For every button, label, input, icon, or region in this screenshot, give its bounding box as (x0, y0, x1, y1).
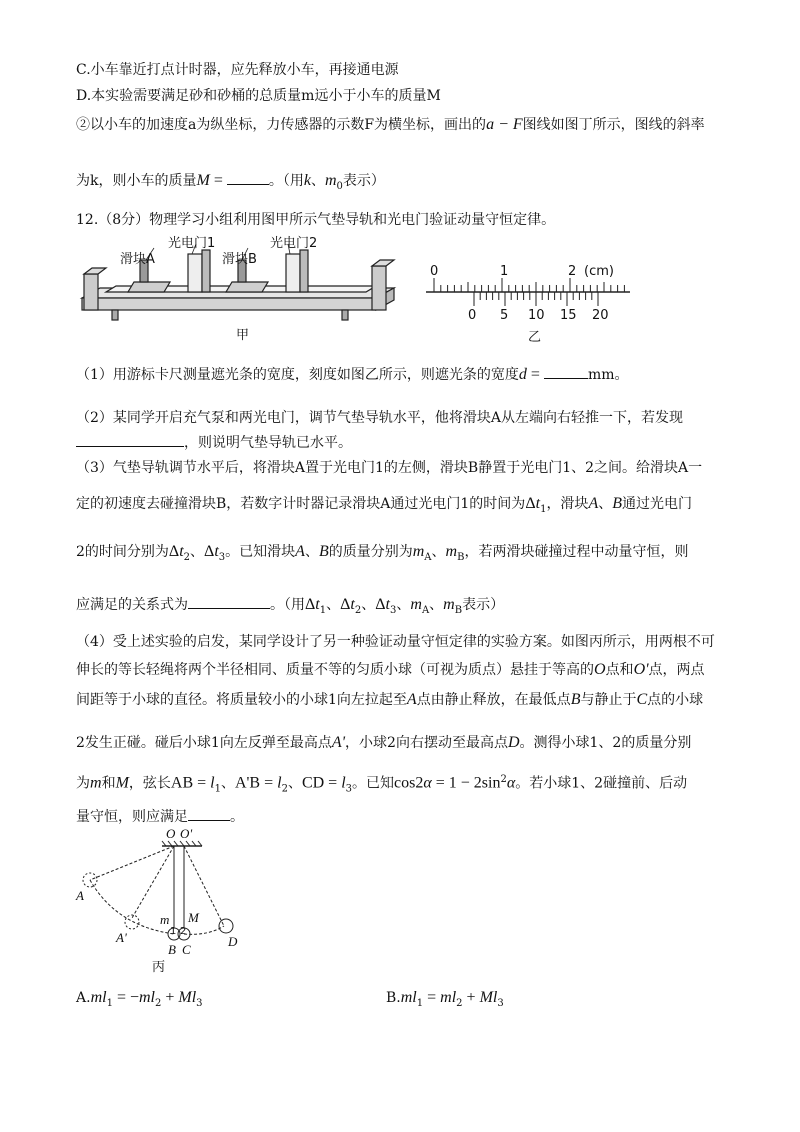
label-ball-2: 2 (180, 926, 187, 937)
label-O: O (166, 826, 176, 841)
q12-part4-line5: 为m和M，弦长AB = $l_1$、$A'B = l_2$、CD = $l_3$。已知$\cos 2\alpha = 1 - 2\sin^2\alpha$。若小球1、2碰撞前、后动 (76, 774, 688, 795)
caption-jia: 甲 (236, 328, 250, 343)
label-D: D (228, 934, 238, 949)
label-O-prime: O' (180, 826, 193, 841)
label-m: m (160, 912, 170, 927)
q12-part4-line1: （4）受上述实验的启发，某同学设计了另一种验证动量守恒定律的实验方案。如图丙所示，用两根不可 (76, 634, 715, 650)
caption-bing: 丙 (152, 960, 166, 975)
q12-part3-line3: 2的时间分别为$\Delta t_2$、$\Delta t_3$。已知滑块A、B的质量分别为$m_A$、$m_B$，若两滑块碰撞过程中动量守恒，则 (76, 543, 689, 563)
figure-air-track (76, 230, 406, 342)
q12-part4-line3: 间距等于小球的直径。将质量较小的小球1向左拉起至A点由静止释放，在最低点B与静止于C点的小球 (76, 691, 704, 708)
answer-blank-width[interactable] (544, 364, 588, 379)
label-M: M (188, 910, 199, 925)
q11-option-c: C.小车靠近打点计时器，应先释放小车，再接通电源 (76, 62, 399, 78)
q12-part4-line2: 伸长的等长轻绳将两个半径相同、质量不等的匀质小球（可视为质点）悬挂于等高的O点和O'点，两点 (76, 661, 705, 678)
math-a-F: a − F (486, 116, 523, 133)
q12-part4-line4: 2发生正碰。碰后小球1向左反弹至最高点A'，小球2向右摆动至最高点D。测得小球1、2的质量分别 (76, 734, 692, 751)
label-B: B (168, 942, 176, 957)
answer-blank-level[interactable] (76, 432, 184, 447)
q11-option-d: D.本实验需要满足砂和砂桶的总质量m远小于小车的质量M (76, 88, 441, 104)
answer-blank-relation[interactable] (188, 594, 270, 609)
figure-vernier-caliper (420, 262, 640, 344)
q12-header: 12.（8分）物理学习小组利用图甲所示气垫导轨和光电门验证动量守恒定律。 (76, 212, 556, 228)
vernier-label-0: 0 (468, 308, 477, 323)
main-scale-label-1: 1 (500, 264, 509, 279)
figure-pendulum (76, 826, 256, 978)
option-a[interactable]: $A.ml_1 = -ml_2 + Ml_3$ (76, 989, 203, 1009)
vernier-label-10: 10 (528, 308, 545, 323)
answer-blank-condition[interactable] (188, 806, 230, 821)
label-A-prime: A' (116, 930, 127, 945)
main-scale-label-2: 2 (568, 264, 577, 279)
vernier-label-15: 15 (560, 308, 577, 323)
q12-part2-line2: ，则说明气垫导轨已水平。 (76, 432, 352, 453)
option-b[interactable]: $B.ml_1 = ml_2 + Ml_3$ (386, 989, 504, 1009)
q11-part2-line1: ②以小车的加速度a为纵坐标，力传感器的示数F为横坐标，画出的a − F图线如图丁所示，图线的斜率 (76, 116, 705, 133)
q12-part3-line1: （3）气垫导轨调节水平后，将滑块A置于光电门1的左侧，滑块B静置于光电门1、2之间。给滑块A一 (76, 460, 703, 476)
vernier-label-5: 5 (500, 308, 509, 323)
caption-yi: 乙 (528, 330, 542, 345)
label-slider-b: 滑块B (222, 252, 257, 267)
label-A: A (76, 888, 84, 903)
q12-part1: （1）用游标卡尺测量遮光条的宽度，刻度如图乙所示，则遮光条的宽度d = mm。 (76, 366, 629, 383)
label-C: C (182, 942, 191, 957)
label-gate-1: 光电门1 (168, 236, 216, 251)
main-scale-label-0: 0 (430, 264, 439, 279)
q12-part2-line1: （2）某同学开启充气泵和两光电门，调节气垫导轨水平，他将滑块A从左端向右轻推一下，若发现 (76, 410, 684, 426)
answer-blank[interactable] (227, 170, 269, 185)
math-M: M (196, 172, 210, 189)
q12-part4-line6: 量守恒，则应满足 。 (76, 806, 244, 827)
vernier-label-20: 20 (592, 308, 609, 323)
label-slider-a: 滑块A (120, 252, 155, 267)
label-ball-1: 1 (170, 926, 177, 937)
q12-part3-line4: 应满足的关系式为 。（用$\Delta t_1$、$\Delta t_2$、$\Delta t_3$、$m_A$、$m_B$表示） (76, 596, 505, 616)
q12-part3-line2: 定的初速度去碰撞滑块B，若数字计时器记录滑块A通过光电门1的时间为$\Delta t_1$，滑块A、B通过光电门 (76, 495, 692, 515)
label-gate-2: 光电门2 (270, 236, 318, 251)
pendulum-drawing (76, 830, 256, 978)
q11-part2-line2: 为k，则小车的质量M = 。（用k、$m_0$表示） (76, 172, 385, 192)
main-scale-unit: (cm) (584, 264, 614, 279)
